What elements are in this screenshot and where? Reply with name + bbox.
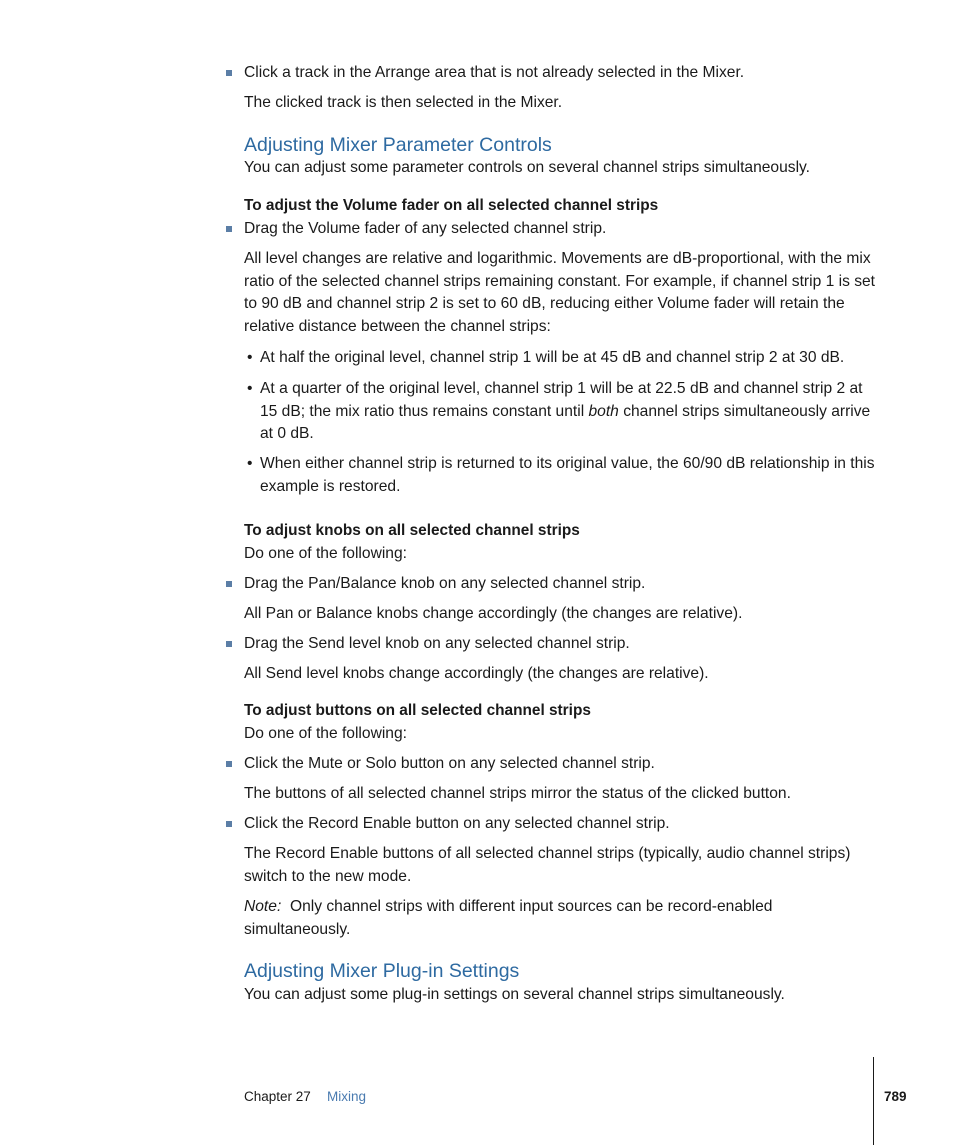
- volume-sub2: At a quarter of the original level, channel strip 1 will be at 22.5 dB and channel strip 2 at 15 dB; the mix ratio thus remains constant until both channel strips simultaneously arrive at 0 dB.: [260, 380, 871, 442]
- buttons-lead: Do one of the following:: [244, 725, 407, 742]
- section2-intro: You can adjust some plug-in settings on several channel strips simultaneously.: [244, 986, 785, 1003]
- page-number: 789: [884, 1089, 907, 1104]
- bullet-marker: [226, 641, 232, 647]
- section1-intro: You can adjust some parameter controls on several channel strips simultaneously.: [244, 159, 811, 176]
- volume-sub1: At half the original level, channel strip 1 will be at 45 dB and channel strip 2 at 30 dB.: [260, 349, 845, 366]
- knobs-lead: Do one of the following:: [244, 545, 407, 562]
- volume-task-title: To adjust the Volume fader on all selected channel strips: [244, 197, 659, 214]
- intro-result: The clicked track is then selected in the Mixer.: [244, 94, 563, 111]
- volume-sub3: When either channel strip is returned to its original value, the 60/90 dB relationship in this example is restored.: [260, 455, 875, 495]
- buttons-bullet1: Click the Mute or Solo button on any selected channel strip.: [244, 755, 655, 772]
- section-heading-parameter-controls: Adjusting Mixer Parameter Controls: [244, 134, 552, 156]
- knobs-task-title: To adjust knobs on all selected channel strips: [244, 522, 580, 539]
- buttons-task-title: To adjust buttons on all selected channel strips: [244, 702, 591, 719]
- section-heading-plugin-settings: Adjusting Mixer Plug-in Settings: [244, 960, 520, 982]
- knobs-result1: All Pan or Balance knobs change accordingly (the changes are relative).: [244, 605, 743, 622]
- volume-paragraph: All level changes are relative and logarithmic. Movements are dB-proportional, with the mix ratio of the selected channel strips remaining constant. For example, if channel strip 1 is set to 90 dB and channel strip 2 is set to 60 dB, reducing either Volume fader will retain the relative distance between the channel strips:: [244, 250, 875, 335]
- footer-section-link[interactable]: Mixing: [327, 1089, 367, 1104]
- intro-bullet-text: Click a track in the Arrange area that is not already selected in the Mixer.: [244, 64, 745, 81]
- bullet-marker: [226, 761, 232, 767]
- bullet-marker: [226, 581, 232, 587]
- bullet-marker: [226, 70, 232, 76]
- buttons-bullet2: Click the Record Enable button on any selected channel strip.: [244, 815, 670, 832]
- buttons-result2: The Record Enable buttons of all selected channel strips (typically, audio channel strips) switch to the new mode.: [244, 845, 851, 885]
- knobs-result2: All Send level knobs change accordingly (the changes are relative).: [244, 665, 709, 682]
- note: Note: Only channel strips with different input sources can be record-enabled simultaneously.: [244, 898, 773, 938]
- bullet-marker: [226, 821, 232, 827]
- buttons-result1: The buttons of all selected channel strips mirror the status of the clicked button.: [244, 785, 791, 802]
- knobs-bullet2: Drag the Send level knob on any selected channel strip.: [244, 635, 630, 652]
- knobs-bullet1: Drag the Pan/Balance knob on any selected channel strip.: [244, 575, 646, 592]
- sub-bullet-dot: •: [247, 349, 253, 366]
- sub-bullet-dot: •: [247, 380, 253, 397]
- emphasis: both: [588, 402, 619, 420]
- volume-bullet: Drag the Volume fader of any selected channel strip.: [244, 220, 607, 237]
- footer-divider: [873, 1057, 874, 1145]
- sub-bullet-dot: •: [247, 455, 253, 472]
- bullet-marker: [226, 226, 232, 232]
- note-label: Note:: [244, 898, 282, 915]
- footer-chapter: Chapter 27: [244, 1089, 311, 1104]
